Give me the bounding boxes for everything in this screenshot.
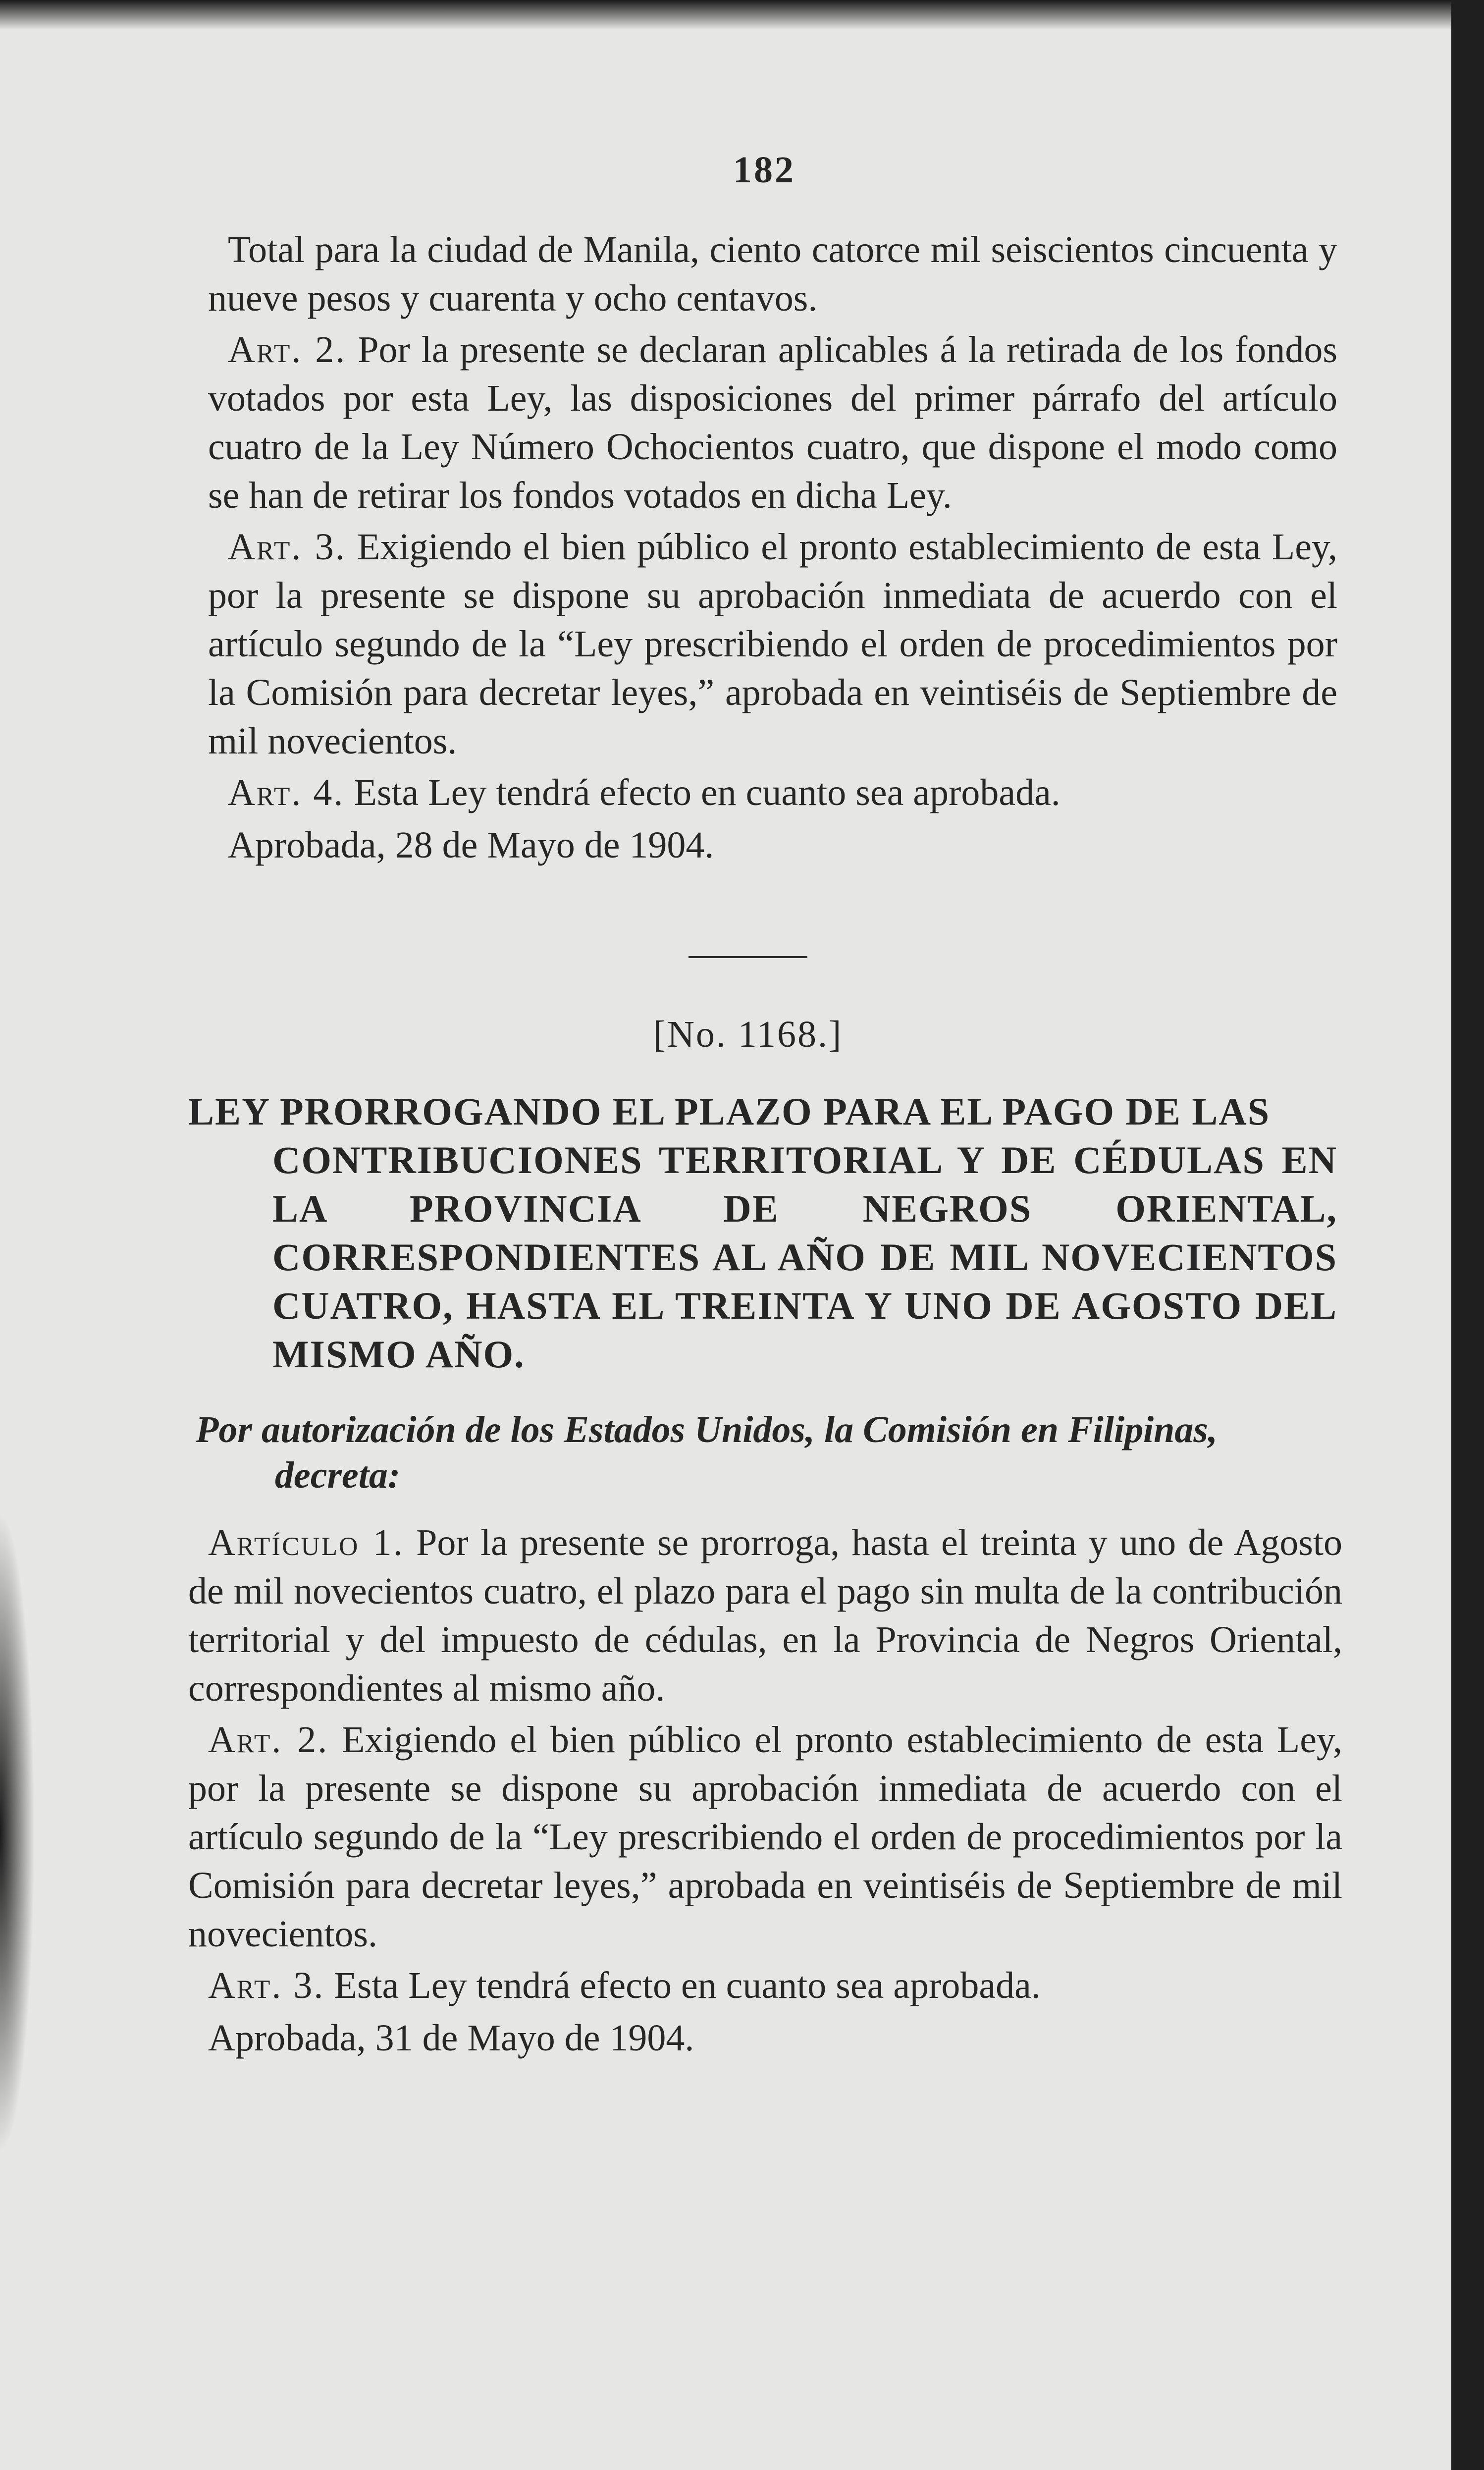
- art2-paragraph: [208, 325, 1337, 520]
- approved-date-1: Aprobada, 28 de Mayo de 1904.: [228, 824, 714, 866]
- s2-art2-paragraph: [188, 1716, 1342, 1958]
- s2-art3-label: Art. 3.: [208, 1965, 325, 2006]
- art3-label: Art. 3.: [228, 526, 346, 568]
- first-section: [208, 225, 1337, 869]
- act-title-rest: CONTRIBUCIONES TERRITORIAL Y DE CÉDULAS EN LA PROVINCIA DE NEGROS ORIENTAL, CORRESPONDIENTES AL AÑO DE MIL NOVECIENTOS CUATRO, HASTA EL TREINTA Y UNO DE AGOSTO DEL MISMO AÑO.: [272, 1138, 1337, 1376]
- enacting-clause: [196, 1407, 1340, 1498]
- approved-date-2: Aprobada, 31 de Mayo de 1904.: [208, 2017, 694, 2059]
- art3-paragraph: [208, 523, 1337, 765]
- s2-art2-label: Art. 2.: [208, 1719, 329, 1761]
- art4-label: Art. 4.: [228, 772, 345, 813]
- second-section: [188, 1518, 1342, 2062]
- page-number: 182: [733, 149, 795, 191]
- section-divider: [689, 956, 807, 958]
- total-paragraph: Total para la ciudad de Manila, ciento catorce mil seiscientos cincuenta y nueve pesos y cuarenta y ocho centavos.: [208, 229, 1337, 319]
- s2-art1-paragraph: [188, 1518, 1342, 1713]
- enacting-line-1: Por autorización de los Estados Unidos, la Comisión en Filipinas,: [196, 1409, 1218, 1450]
- s2-art3-text: Esta Ley tendrá efecto en cuanto sea aprobada.: [334, 1965, 1041, 2006]
- enacting-line-2: decreta:: [275, 1454, 401, 1496]
- s2-art1-text: Por la presente se prorroga, hasta el treinta y uno de Agosto de mil novecientos cuatro, el plazo para el pago sin multa de la contribución territorial y del impuesto de cédulas, en la Provincia de Negros Oriental, correspondientes al mismo año.: [188, 1522, 1343, 1709]
- s2-art1-label: Artículo 1.: [208, 1522, 404, 1563]
- scan-left-shadow: [0, 1511, 35, 2155]
- art4-text: Esta Ley tendrá efecto en cuanto sea aprobada.: [354, 772, 1060, 813]
- act-title: [188, 1087, 1337, 1379]
- act-number: [No. 1168.]: [653, 1014, 843, 1055]
- art2-label: Art. 2.: [228, 329, 347, 371]
- art4-paragraph: [208, 768, 1337, 817]
- scan-right-edge: [1451, 0, 1484, 2470]
- art2-text: Por la presente se declaran aplicables á la retirada de los fondos votados por esta Ley, las disposiciones del primer párrafo del artículo cuatro de la Ley Número Ochocientos cuatro, que dispone el modo como se han de retirar los fondos votados en dicha Ley.: [208, 329, 1337, 516]
- s2-art3-paragraph: [188, 1961, 1342, 2010]
- act-title-first-line: LEY PRORROGANDO EL PLAZO PARA EL PAGO DE LAS: [188, 1090, 1271, 1133]
- art3-text: Exigiendo el bien público el pronto establecimiento de esta Ley, por la presente se dispone su aprobación inmediata de acuerdo con el artículo segundo de la “Ley prescribiendo el orden de procedimientos por la Comisión para decretar leyes,” aprobada en veintiséis de Septiembre de mil novecientos.: [208, 526, 1337, 762]
- s2-art2-text: Exigiendo el bien público el pronto establecimiento de esta Ley, por la presente se dispone su aprobación inmediata de acuerdo con el artículo segundo de la “Ley prescribiendo el orden de procedimientos por la Comisión para decretar leyes,” aprobada en veintiséis de Septiembre de mil novecientos.: [188, 1719, 1342, 1955]
- scan-top-shadow: [0, 0, 1451, 30]
